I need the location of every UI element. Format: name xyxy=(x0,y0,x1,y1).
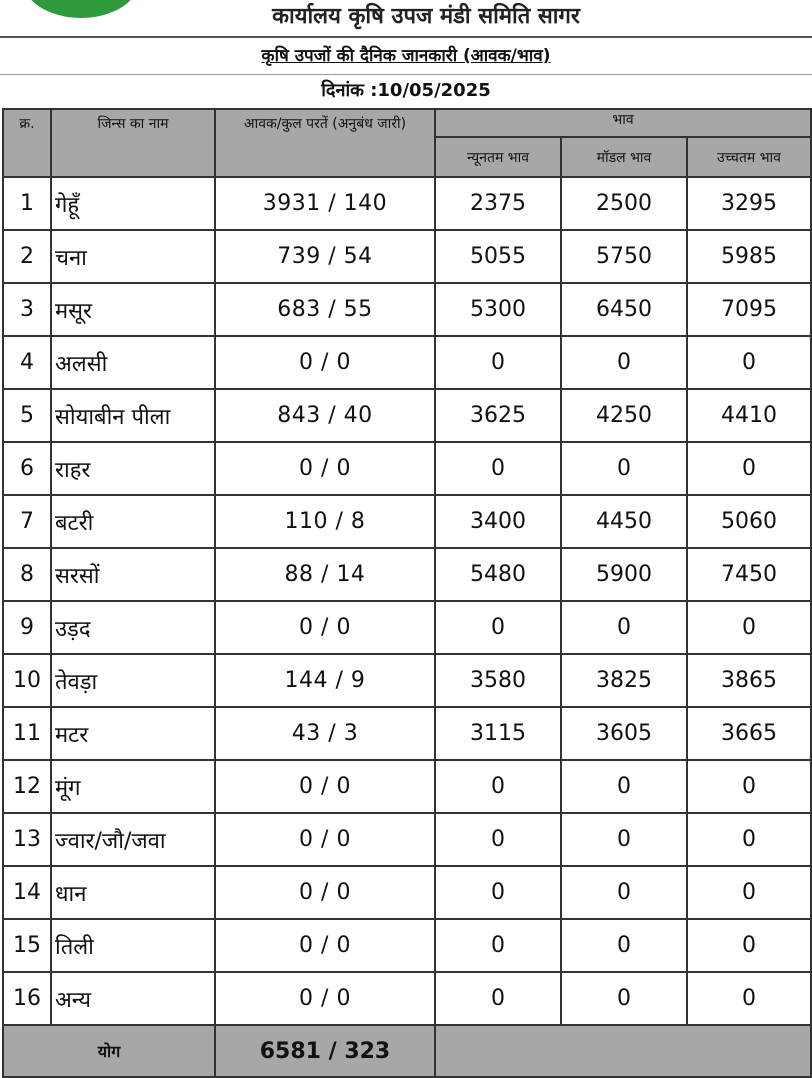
row-modal-price: 0 xyxy=(561,442,687,495)
row-commodity-name: सरसों xyxy=(51,548,215,601)
row-modal-price: 2500 xyxy=(561,177,687,230)
office-title: कार्यालय कृषि उपज मंडी समिति सागर xyxy=(0,0,812,38)
col-header-min: न्यूनतम भाव xyxy=(435,137,561,177)
total-row xyxy=(3,1025,811,1077)
row-max-price: 7095 xyxy=(687,283,811,336)
row-modal-price: 5900 xyxy=(561,548,687,601)
row-max-price: 0 xyxy=(687,760,811,813)
table-row xyxy=(3,283,811,336)
row-min-price: 0 xyxy=(435,442,561,495)
row-commodity-name: धान xyxy=(51,866,215,919)
row-serial: 12 xyxy=(3,760,51,813)
row-arrival: 0 / 0 xyxy=(215,866,435,919)
row-max-price: 0 xyxy=(687,919,811,972)
row-min-price: 5480 xyxy=(435,548,561,601)
row-commodity-name: तेवड़ा xyxy=(51,654,215,707)
table-row xyxy=(3,972,811,1025)
row-max-price: 0 xyxy=(687,601,811,654)
col-header-modal: मॉडल भाव xyxy=(561,137,687,177)
row-commodity-name: अन्य xyxy=(51,972,215,1025)
row-arrival: 88 / 14 xyxy=(215,548,435,601)
row-min-price: 5055 xyxy=(435,230,561,283)
row-arrival: 0 / 0 xyxy=(215,972,435,1025)
table-row xyxy=(3,548,811,601)
row-arrival: 843 / 40 xyxy=(215,389,435,442)
row-arrival: 110 / 8 xyxy=(215,495,435,548)
row-max-price: 0 xyxy=(687,972,811,1025)
row-commodity-name: अलसी xyxy=(51,336,215,389)
table-row xyxy=(3,389,811,442)
col-header-name: जिन्स का नाम xyxy=(51,109,215,177)
table-row xyxy=(3,654,811,707)
row-arrival: 739 / 54 xyxy=(215,230,435,283)
row-modal-price: 0 xyxy=(561,601,687,654)
table-row xyxy=(3,442,811,495)
row-commodity-name: उड़द xyxy=(51,601,215,654)
row-min-price: 3580 xyxy=(435,654,561,707)
col-header-sn: क्र. xyxy=(3,109,51,177)
table-row xyxy=(3,177,811,230)
row-max-price: 0 xyxy=(687,336,811,389)
report-subtitle xyxy=(0,38,812,75)
row-min-price: 5300 xyxy=(435,283,561,336)
row-arrival: 0 / 0 xyxy=(215,813,435,866)
row-serial: 4 xyxy=(3,336,51,389)
row-min-price: 0 xyxy=(435,919,561,972)
row-min-price: 0 xyxy=(435,813,561,866)
table-row xyxy=(3,919,811,972)
row-serial: 5 xyxy=(3,389,51,442)
row-commodity-name: तिली xyxy=(51,919,215,972)
row-modal-price: 0 xyxy=(561,972,687,1025)
row-arrival: 3931 / 140 xyxy=(215,177,435,230)
row-arrival: 0 / 0 xyxy=(215,442,435,495)
row-max-price: 5060 xyxy=(687,495,811,548)
col-header-bhav: भाव xyxy=(435,109,811,137)
row-max-price: 7450 xyxy=(687,548,811,601)
row-max-price: 0 xyxy=(687,813,811,866)
rates-table xyxy=(2,108,812,1078)
table-row xyxy=(3,813,811,866)
row-max-price: 4410 xyxy=(687,389,811,442)
row-modal-price: 0 xyxy=(561,760,687,813)
row-modal-price: 0 xyxy=(561,336,687,389)
table-row xyxy=(3,495,811,548)
total-empty xyxy=(435,1025,811,1077)
row-serial: 7 xyxy=(3,495,51,548)
col-header-arrival: आवक/कुल परतें (अनुबंध जारी) xyxy=(215,109,435,177)
row-serial: 13 xyxy=(3,813,51,866)
document-header xyxy=(0,0,812,107)
row-min-price: 0 xyxy=(435,336,561,389)
row-min-price: 3400 xyxy=(435,495,561,548)
table-body xyxy=(3,177,811,1025)
row-max-price: 3295 xyxy=(687,177,811,230)
table-row xyxy=(3,230,811,283)
row-arrival: 43 / 3 xyxy=(215,707,435,760)
row-commodity-name: राहर xyxy=(51,442,215,495)
row-serial: 11 xyxy=(3,707,51,760)
row-serial: 15 xyxy=(3,919,51,972)
row-serial: 16 xyxy=(3,972,51,1025)
row-arrival: 0 / 0 xyxy=(215,336,435,389)
report-date: दिनांक :10/05/2025 xyxy=(321,80,491,101)
row-arrival: 144 / 9 xyxy=(215,654,435,707)
total-label: योग xyxy=(3,1025,215,1077)
row-commodity-name: ज्वार/जौ/जवा xyxy=(51,813,215,866)
row-commodity-name: गेहूँ xyxy=(51,177,215,230)
row-serial: 1 xyxy=(3,177,51,230)
row-serial: 9 xyxy=(3,601,51,654)
row-modal-price: 0 xyxy=(561,866,687,919)
row-min-price: 0 xyxy=(435,601,561,654)
row-modal-price: 6450 xyxy=(561,283,687,336)
row-commodity-name: मटर xyxy=(51,707,215,760)
row-modal-price: 0 xyxy=(561,813,687,866)
row-modal-price: 4250 xyxy=(561,389,687,442)
row-commodity-name: चना xyxy=(51,230,215,283)
col-header-max: उच्चतम भाव xyxy=(687,137,811,177)
row-min-price: 0 xyxy=(435,866,561,919)
row-arrival: 0 / 0 xyxy=(215,601,435,654)
row-modal-price: 5750 xyxy=(561,230,687,283)
row-arrival: 0 / 0 xyxy=(215,760,435,813)
row-serial: 8 xyxy=(3,548,51,601)
row-modal-price: 0 xyxy=(561,919,687,972)
row-min-price: 0 xyxy=(435,972,561,1025)
row-serial: 6 xyxy=(3,442,51,495)
report-subtitle-text: कृषि उपजों की दैनिक जानकारी (आवक/भाव) xyxy=(261,46,551,66)
table-header-row xyxy=(3,109,811,137)
table-row xyxy=(3,707,811,760)
row-modal-price: 3605 xyxy=(561,707,687,760)
row-commodity-name: मसूर xyxy=(51,283,215,336)
row-min-price: 3625 xyxy=(435,389,561,442)
table-row xyxy=(3,601,811,654)
row-serial: 2 xyxy=(3,230,51,283)
row-max-price: 0 xyxy=(687,866,811,919)
row-serial: 10 xyxy=(3,654,51,707)
table-row xyxy=(3,336,811,389)
row-commodity-name: बटरी xyxy=(51,495,215,548)
row-modal-price: 3825 xyxy=(561,654,687,707)
row-arrival: 683 / 55 xyxy=(215,283,435,336)
row-commodity-name: सोयाबीन पीला xyxy=(51,389,215,442)
row-max-price: 3665 xyxy=(687,707,811,760)
total-arrival: 6581 / 323 xyxy=(215,1025,435,1077)
row-min-price: 2375 xyxy=(435,177,561,230)
row-modal-price: 4450 xyxy=(561,495,687,548)
row-commodity-name: मूंग xyxy=(51,760,215,813)
row-serial: 3 xyxy=(3,283,51,336)
table-row xyxy=(3,866,811,919)
row-max-price: 5985 xyxy=(687,230,811,283)
row-arrival: 0 / 0 xyxy=(215,919,435,972)
table-row xyxy=(3,760,811,813)
row-min-price: 0 xyxy=(435,760,561,813)
row-serial: 14 xyxy=(3,866,51,919)
row-min-price: 3115 xyxy=(435,707,561,760)
row-max-price: 0 xyxy=(687,442,811,495)
row-max-price: 3865 xyxy=(687,654,811,707)
